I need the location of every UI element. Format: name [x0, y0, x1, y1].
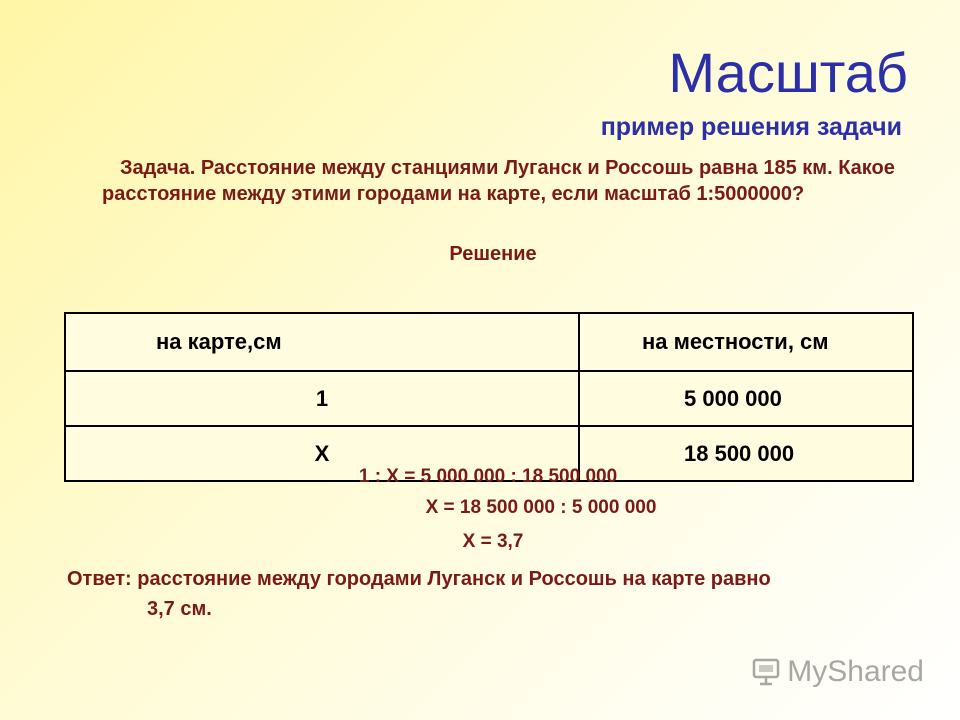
table-cell-terrain: 5 000 000 — [579, 371, 913, 426]
table-cell-terrain: 18 500 000 — [579, 426, 913, 481]
scale-table — [64, 312, 914, 482]
slide-title: Масштаб — [668, 41, 908, 104]
problem-statement — [102, 155, 902, 207]
table-cell-map: 1 — [65, 371, 579, 426]
presentation-screen-icon — [751, 657, 781, 687]
answer-line-2: 3,7 см. — [147, 598, 212, 620]
watermark-text: MyShared — [787, 655, 924, 688]
table-header-terrain: на местности, см — [579, 313, 913, 371]
table-cell-map: Х — [65, 426, 579, 481]
watermark — [751, 655, 924, 689]
calculation-line-proportion: 1 : Х = 5 000 000 : 18 500 000 — [358, 466, 618, 487]
table-header-map: на карте,см — [65, 313, 579, 371]
answer-line-1: Ответ: расстояние между городами Луганск и Россошь на карте равно — [67, 568, 771, 590]
solution-heading: Решение — [449, 243, 537, 265]
calculation-line-result: Х = 3,7 — [462, 531, 524, 552]
table-header-row — [65, 313, 913, 371]
slide-subtitle: пример решения задачи — [600, 113, 902, 141]
answer-block — [67, 564, 927, 624]
table-row — [65, 371, 913, 426]
problem-text: Задача. Расстояние между станциями Луганск и Россошь равна 185 км. Какое расстояние между этими городами на карте, если масштаб 1:5000000? — [102, 157, 895, 205]
calculation-line-division: Х = 18 500 000 : 5 000 000 — [425, 497, 657, 518]
